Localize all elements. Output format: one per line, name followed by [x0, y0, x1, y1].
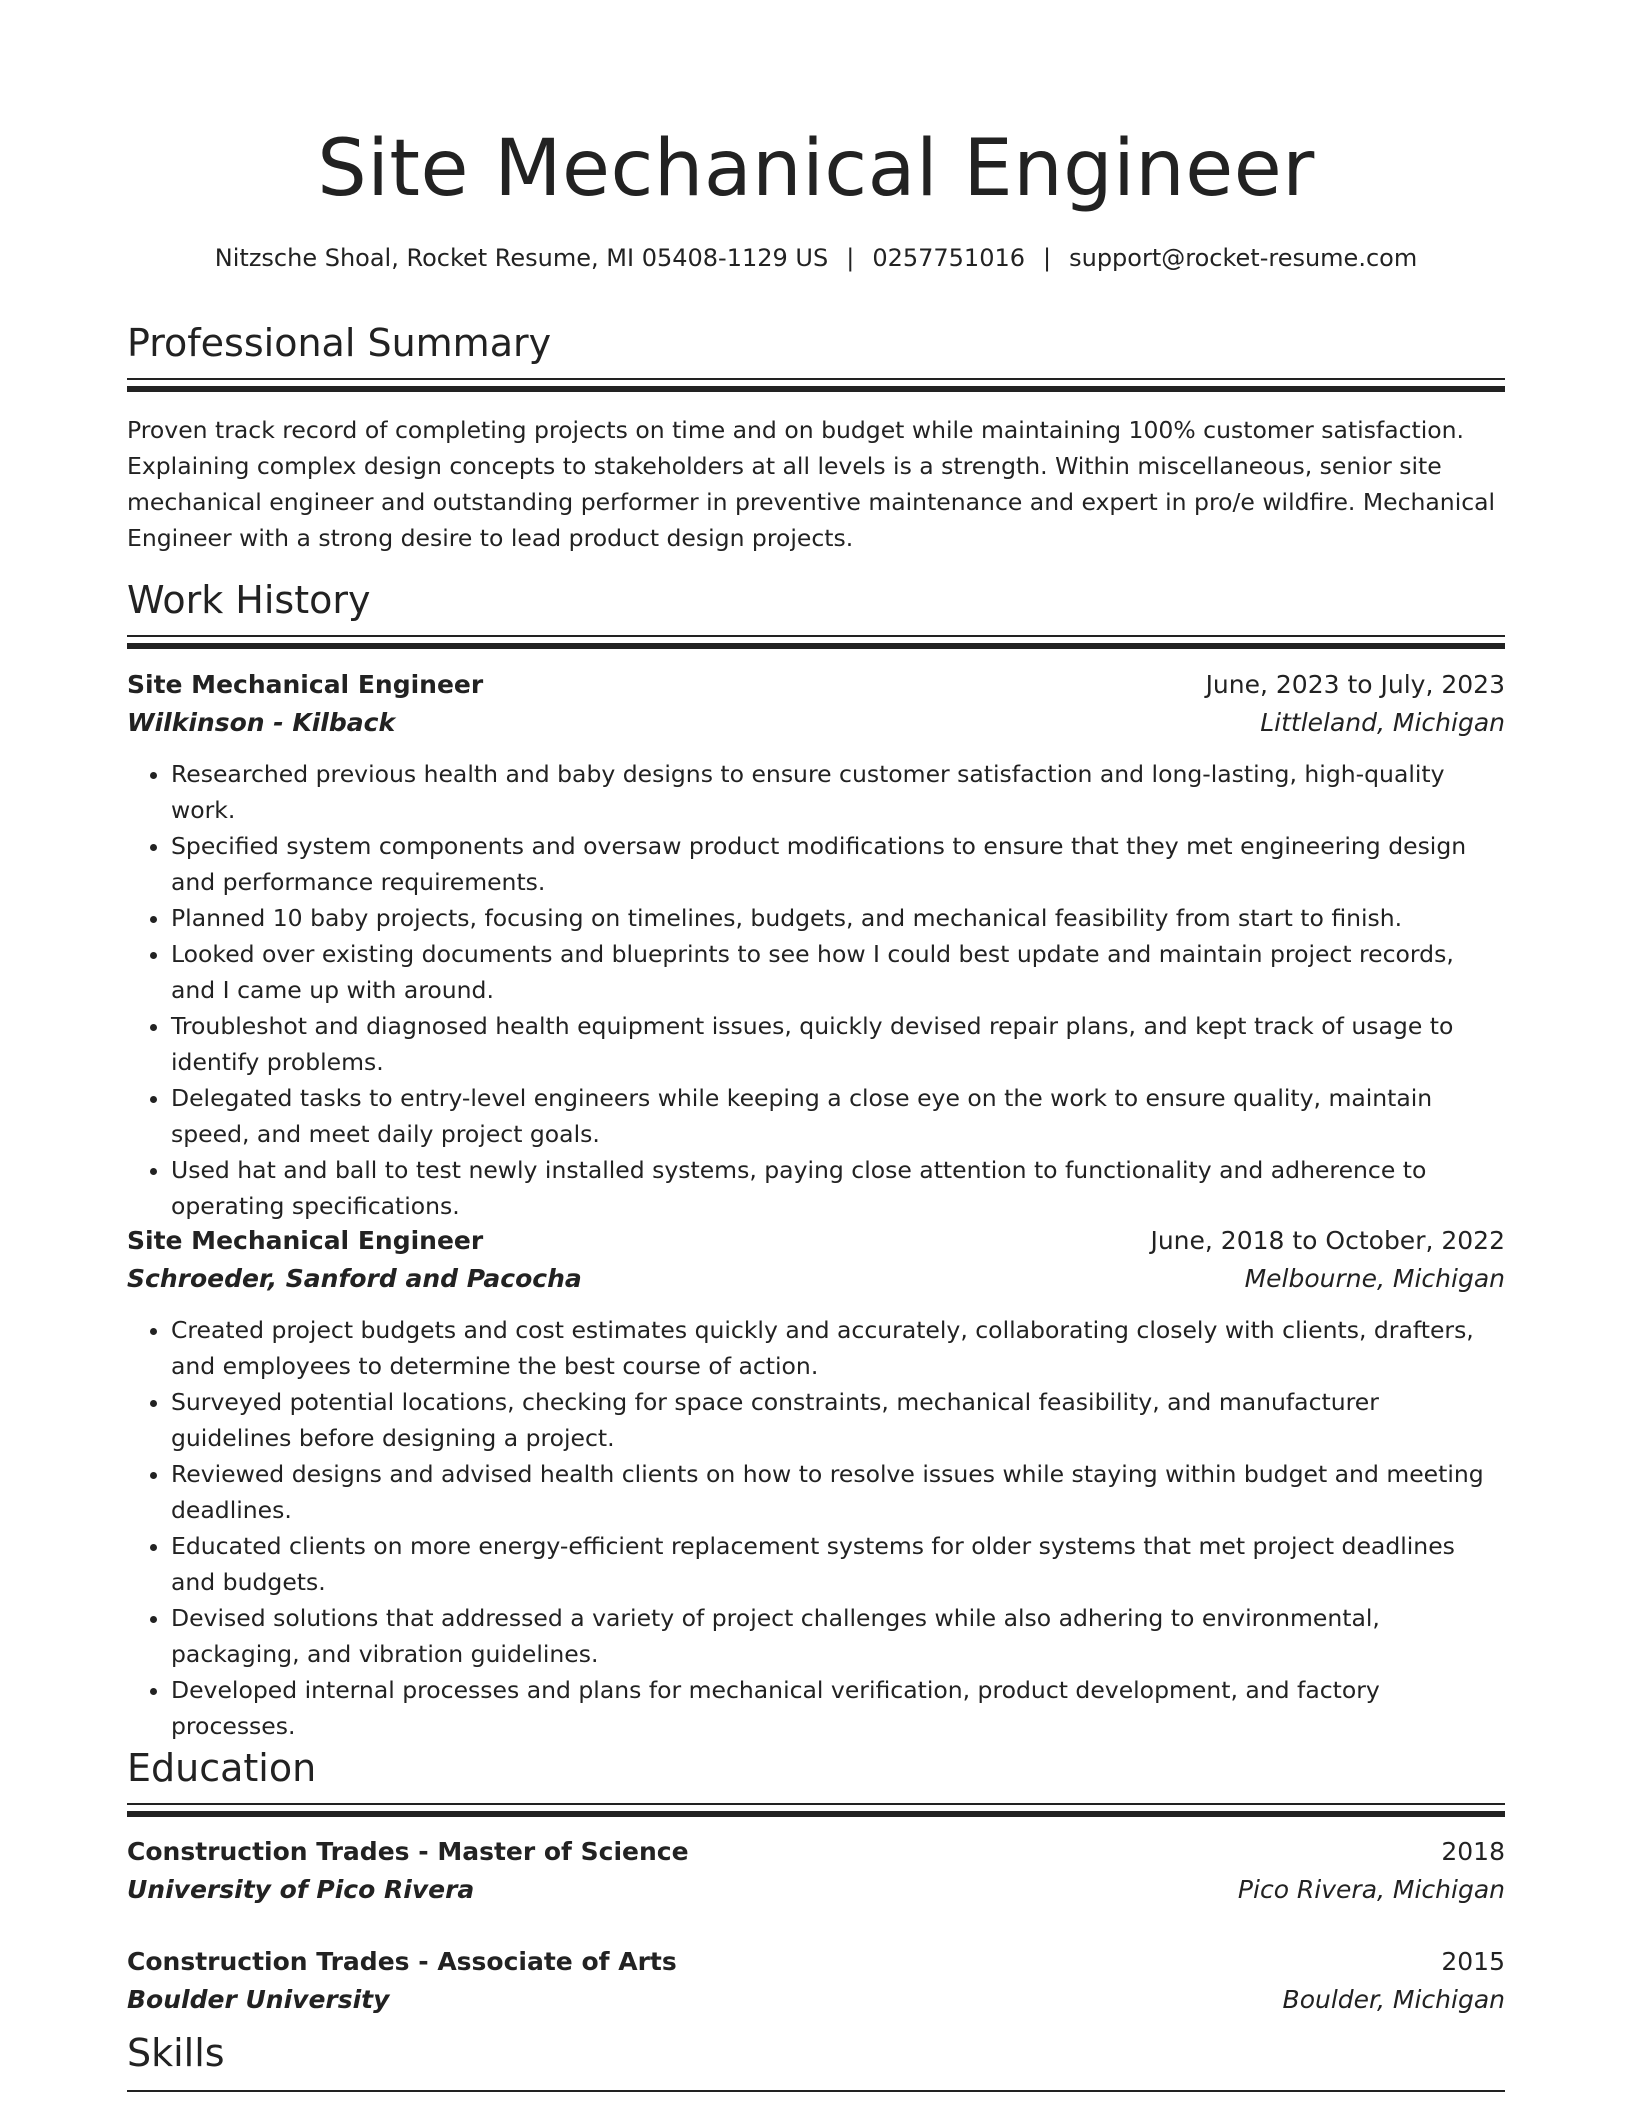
- education-school-row: [127, 1981, 1505, 2019]
- job-company: Schroeder, Sanford and Pacocha: [127, 1264, 582, 1293]
- contact-separator: |: [1043, 244, 1052, 272]
- education-heading: Education: [127, 1746, 317, 1790]
- job-bullet: • Used hat and ball to test newly installed systems, paying close attention to functionality and adherence to operating specifications.: [171, 1152, 1505, 1224]
- job-title: Site Mechanical Engineer: [127, 1226, 484, 1255]
- job-bullet: • Delegated tasks to entry-level engineers while keeping a close eye on the work to ensure quality, maintain speed, and meet daily project goals.: [171, 1080, 1505, 1152]
- education-degree: Construction Trades - Master of Science: [127, 1837, 689, 1866]
- job-bullet: • Educated clients on more energy-efficient replacement systems for older systems that met project deadlines and budgets.: [171, 1528, 1505, 1600]
- education-entry: [127, 1833, 1505, 1909]
- job-company-row: [127, 1260, 1505, 1298]
- contact-email[interactable]: support@rocket-resume.com: [1069, 244, 1418, 272]
- job-bullet: • Troubleshot and diagnosed health equipment issues, quickly devised repair plans, and kept track of usage to identify problems.: [171, 1008, 1505, 1080]
- job-header-row: [127, 666, 1505, 704]
- job-entry: [127, 666, 1505, 1224]
- job-bullet: • Devised solutions that addressed a variety of project challenges while also adhering to environmental, packaging, and vibration guidelines.: [171, 1600, 1505, 1672]
- job-location: Littleland, Michigan: [1260, 708, 1505, 737]
- education-location: Boulder, Michigan: [1282, 1985, 1505, 2014]
- job-bullets: [127, 756, 1505, 1224]
- skills-heading: Skills: [127, 2031, 225, 2075]
- job-dates: June, 2023 to July, 2023: [1205, 670, 1505, 699]
- job-company-row: [127, 704, 1505, 742]
- education-location: Pico Rivera, Michigan: [1237, 1875, 1505, 1904]
- skills-section: [127, 2028, 1505, 2092]
- education-header-row: [127, 1833, 1505, 1871]
- job-bullet: • Planned 10 baby projects, focusing on timelines, budgets, and mechanical feasibility from start to finish.: [171, 900, 1505, 936]
- job-bullet: • Specified system components and oversaw product modifications to ensure that they met engineering design and performance requirements.: [171, 828, 1505, 900]
- contact-separator: |: [846, 244, 855, 272]
- contact-phone: 0257751016: [872, 244, 1026, 272]
- education-header-row: [127, 1943, 1505, 1981]
- job-dates: June, 2018 to October, 2022: [1150, 1226, 1505, 1255]
- contact-address: Nitzsche Shoal, Rocket Resume, MI 05408-1129 US: [214, 244, 829, 272]
- education-school-row: [127, 1871, 1505, 1909]
- section-rule: [127, 2090, 1505, 2092]
- job-bullet: • Created project budgets and cost estimates quickly and accurately, collaborating closely with clients, drafters, and employees to determine the best course of action.: [171, 1312, 1505, 1384]
- job-bullet: • Looked over existing documents and blueprints to see how I could best update and maintain project records, and I came up with around.: [171, 936, 1505, 1008]
- work-section: [127, 575, 1505, 649]
- job-company: Wilkinson - Kilback: [127, 708, 396, 737]
- education-year: 2015: [1441, 1947, 1505, 1976]
- job-bullet: • Surveyed potential locations, checking for space constraints, mechanical feasibility, and manufacturer guidelines before designing a project.: [171, 1384, 1505, 1456]
- job-header-row: [127, 1222, 1505, 1260]
- education-year: 2018: [1441, 1837, 1505, 1866]
- work-heading: Work History: [127, 578, 371, 622]
- education-school: University of Pico Rivera: [127, 1875, 475, 1904]
- job-bullet: • Reviewed designs and advised health clients on how to resolve issues while staying within budget and meeting deadlines.: [171, 1456, 1505, 1528]
- education-degree: Construction Trades - Associate of Arts: [127, 1947, 677, 1976]
- job-bullet: • Researched previous health and baby designs to ensure customer satisfaction and long-lasting, high-quality work.: [171, 756, 1505, 828]
- job-title: Site Mechanical Engineer: [127, 670, 484, 699]
- job-bullet: • Developed internal processes and plans for mechanical verification, product development, and factory processes.: [171, 1672, 1505, 1744]
- summary-text: Proven track record of completing projects on time and on budget while maintaining 100% customer satisfaction. Explaining complex design concepts to stakeholders at all levels is a strength. Within miscellaneous, senior site mechanical engineer and outstanding performer in preventive maintenance and expert in pro/e wildfire. Mechanical Engineer with a strong desire to lead product design projects.: [127, 416, 1496, 552]
- job-entry: [127, 1222, 1505, 1744]
- education-section: [127, 1743, 1505, 1817]
- job-bullets: [127, 1312, 1505, 1744]
- section-rule: [127, 635, 1505, 649]
- section-rule: [127, 378, 1505, 392]
- summary-heading: Professional Summary: [127, 321, 552, 365]
- summary-section: [127, 318, 1505, 556]
- education-entry: [127, 1943, 1505, 2019]
- section-rule: [127, 1803, 1505, 1817]
- job-location: Melbourne, Michigan: [1244, 1264, 1505, 1293]
- contact-line: [127, 241, 1505, 275]
- resume-title: Site Mechanical Engineer: [317, 124, 1315, 214]
- education-school: Boulder University: [127, 1985, 390, 2014]
